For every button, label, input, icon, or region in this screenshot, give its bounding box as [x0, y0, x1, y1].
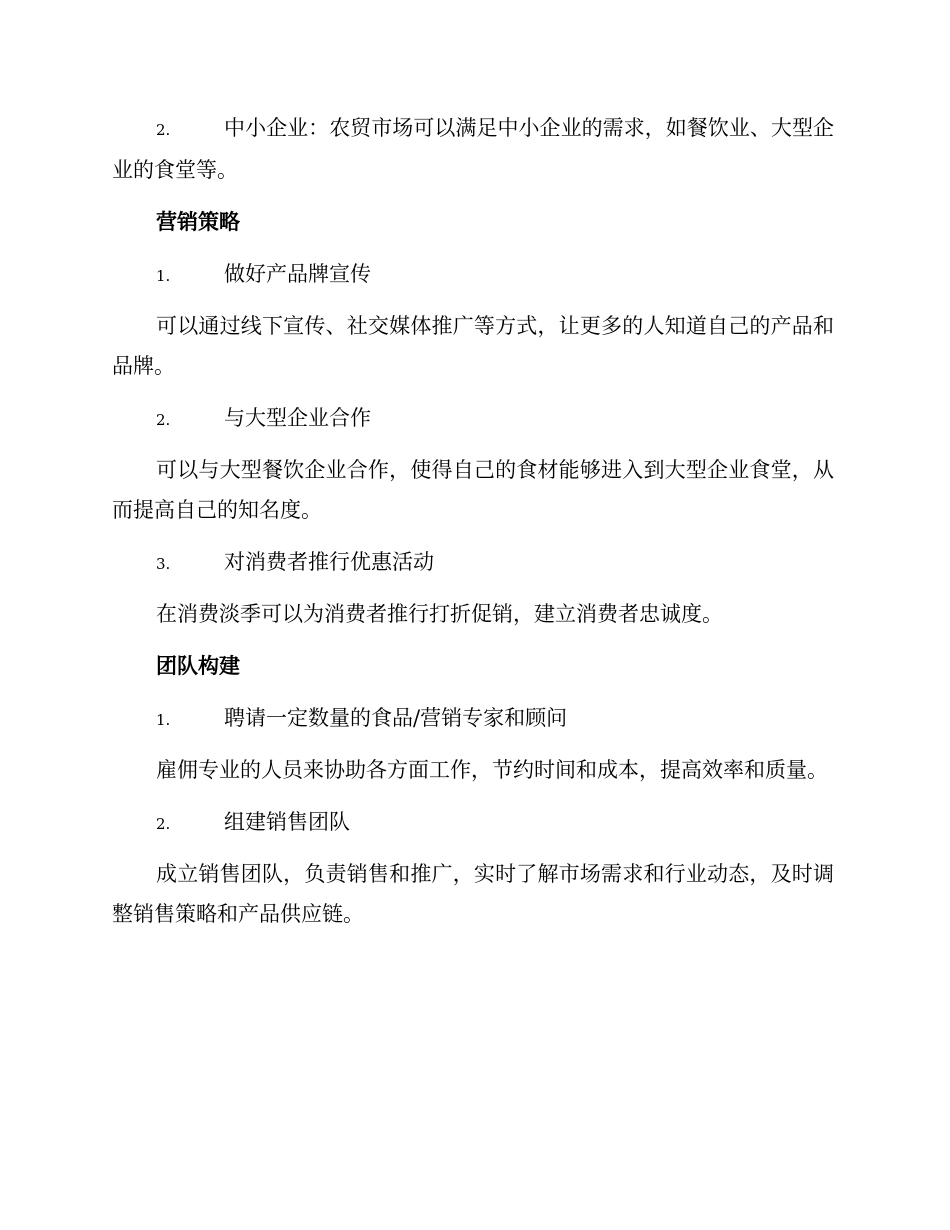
section-heading-team: 团队构建: [156, 654, 240, 678]
list-item-title: 组建销售团队: [224, 810, 350, 834]
list-item-title: 对消费者推行优惠活动: [224, 550, 434, 574]
list-number: 2.: [156, 121, 171, 139]
list-item: [112, 398, 834, 438]
body-paragraph: 成立销售团队，负责销售和推广，实时了解市场需求和行业动态，及时调整销售策略和产品供应链。: [112, 862, 834, 926]
body-paragraph: 在消费淡季可以为消费者推行打折促销，建立消费者忠诚度。: [156, 602, 723, 626]
list-number: 2.: [156, 411, 171, 429]
list-item-title: 做好产品牌宣传: [224, 262, 371, 286]
document-content: [112, 108, 834, 946]
list-item-title: 聘请一定数量的食品/营销专家和顾问: [224, 706, 568, 730]
list-item: [112, 802, 834, 842]
section-heading-marketing: 营销策略: [156, 210, 240, 234]
list-number: 1.: [156, 267, 171, 285]
list-number: 2.: [156, 815, 171, 833]
list-item-text: 中小企业：农贸市场可以满足中小企业的需求，如餐饮业、大型企业的食堂等。: [112, 116, 834, 182]
list-item-2-paragraph: [112, 108, 834, 190]
list-item: [112, 254, 834, 294]
list-item: [112, 698, 834, 738]
list-item-title: 与大型企业合作: [224, 406, 371, 430]
body-paragraph: 可以与大型餐饮企业合作，使得自己的食材能够进入到大型企业食堂，从而提高自己的知名度。: [112, 458, 834, 522]
body-paragraph: 雇佣专业的人员来协助各方面工作，节约时间和成本，提高效率和质量。: [156, 758, 828, 782]
body-paragraph: 可以通过线下宣传、社交媒体推广等方式，让更多的人知道自己的产品和品牌。: [112, 314, 834, 378]
list-item: [112, 542, 834, 582]
list-number: 3.: [156, 555, 171, 573]
list-number: 1.: [156, 711, 171, 729]
